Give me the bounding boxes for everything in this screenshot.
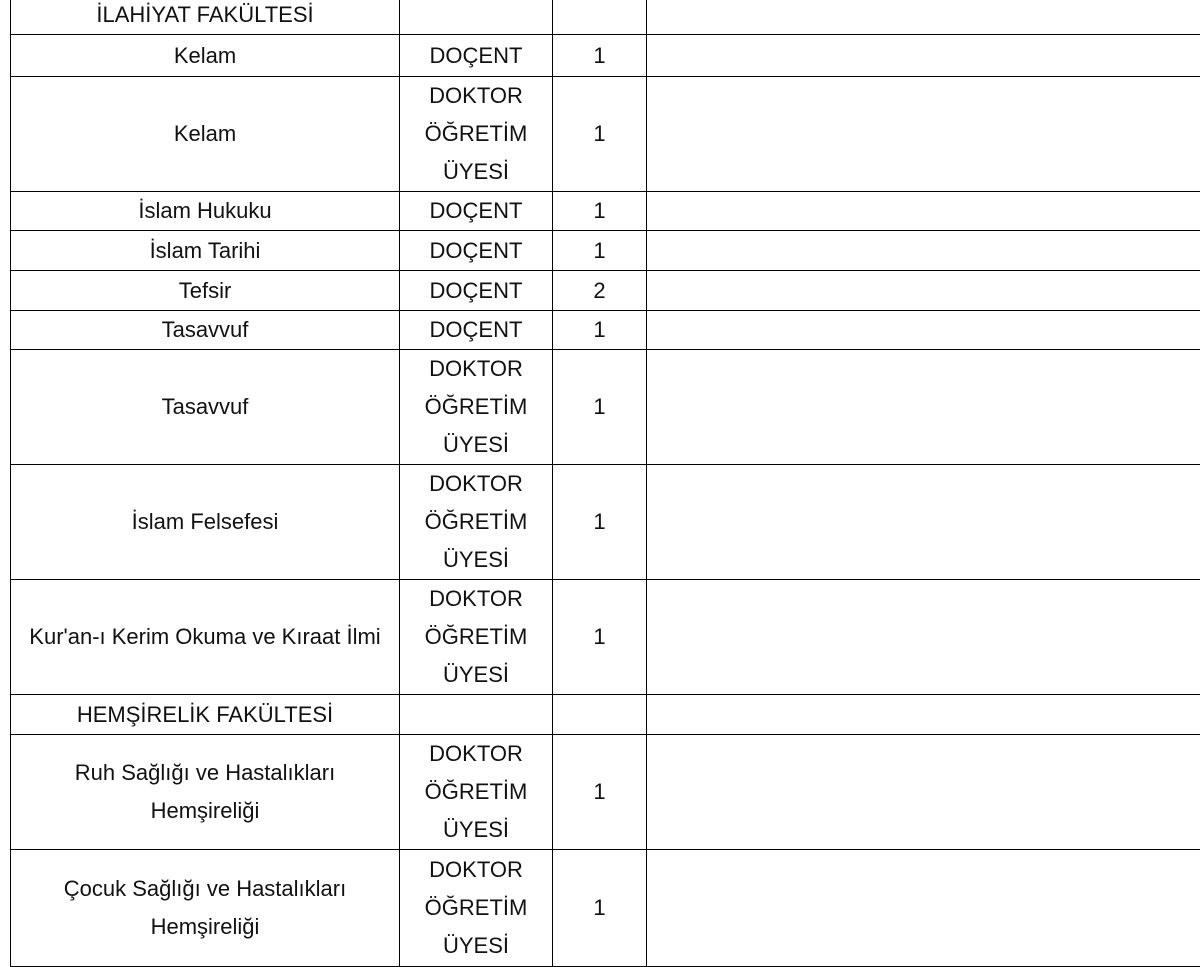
title-cell bbox=[400, 311, 553, 350]
count-cell bbox=[553, 0, 647, 35]
table-row bbox=[11, 350, 1200, 465]
title-cell bbox=[400, 271, 553, 311]
count-cell bbox=[553, 695, 647, 735]
table-row bbox=[11, 580, 1200, 695]
academic-title-line: DOKTOR bbox=[400, 580, 552, 618]
department-cell bbox=[11, 580, 400, 695]
count-cell bbox=[553, 850, 647, 967]
title-cell bbox=[400, 350, 553, 465]
department-cell bbox=[11, 350, 400, 465]
academic-title-line: ÖĞRETİM bbox=[400, 618, 552, 656]
department-name: Kelam bbox=[174, 43, 236, 68]
table-row bbox=[11, 77, 1200, 192]
position-count: 1 bbox=[593, 43, 605, 68]
position-count: 2 bbox=[593, 278, 605, 303]
academic-title: DOÇENT bbox=[430, 278, 523, 303]
department-cell bbox=[11, 192, 400, 231]
academic-title-line: ÖĞRETİM bbox=[400, 388, 552, 426]
notes-cell bbox=[647, 35, 1200, 77]
academic-title-line: ÖĞRETİM bbox=[400, 889, 552, 927]
faculty-name-cell bbox=[11, 0, 400, 35]
department-cell bbox=[11, 311, 400, 350]
notes-cell bbox=[647, 311, 1200, 350]
count-cell bbox=[553, 350, 647, 465]
position-count: 1 bbox=[593, 198, 605, 223]
academic-title-line: ÜYESİ bbox=[400, 811, 552, 849]
department-cell bbox=[11, 231, 400, 271]
academic-title-line: DOKTOR bbox=[400, 735, 552, 773]
table-row bbox=[11, 850, 1200, 967]
title-cell bbox=[400, 465, 553, 580]
academic-title: DOÇENT bbox=[430, 317, 523, 342]
count-cell bbox=[553, 192, 647, 231]
position-count: 1 bbox=[593, 121, 605, 146]
notes-cell bbox=[647, 695, 1200, 735]
department-cell bbox=[11, 465, 400, 580]
notes-cell bbox=[647, 271, 1200, 311]
position-count: 1 bbox=[593, 509, 605, 534]
count-cell bbox=[553, 580, 647, 695]
title-cell bbox=[400, 192, 553, 231]
department-name-line: Ruh Sağlığı ve Hastalıkları bbox=[11, 754, 399, 792]
notes-cell bbox=[647, 465, 1200, 580]
academic-title-line: DOKTOR bbox=[400, 350, 552, 388]
title-cell bbox=[400, 695, 553, 735]
academic-title-line: ÜYESİ bbox=[400, 927, 552, 965]
notes-cell bbox=[647, 77, 1200, 192]
faculty-row bbox=[11, 0, 1200, 35]
notes-cell bbox=[647, 350, 1200, 465]
academic-title-line: ÖĞRETİM bbox=[400, 115, 552, 153]
department-name: Tefsir bbox=[179, 278, 232, 303]
positions-table bbox=[10, 0, 1200, 967]
position-count: 1 bbox=[593, 624, 605, 649]
title-cell bbox=[400, 35, 553, 77]
department-cell bbox=[11, 850, 400, 967]
table-row bbox=[11, 465, 1200, 580]
count-cell bbox=[553, 465, 647, 580]
title-cell bbox=[400, 735, 553, 850]
position-count: 1 bbox=[593, 394, 605, 419]
title-cell bbox=[400, 0, 553, 35]
department-name-line: Çocuk Sağlığı ve Hastalıkları bbox=[11, 870, 399, 908]
notes-cell bbox=[647, 580, 1200, 695]
department-cell bbox=[11, 35, 400, 77]
notes-cell bbox=[647, 192, 1200, 231]
notes-cell bbox=[647, 850, 1200, 967]
academic-title: DOÇENT bbox=[430, 238, 523, 263]
count-cell bbox=[553, 311, 647, 350]
count-cell bbox=[553, 35, 647, 77]
department-cell bbox=[11, 77, 400, 192]
count-cell bbox=[553, 231, 647, 271]
title-cell bbox=[400, 850, 553, 967]
table-row bbox=[11, 271, 1200, 311]
department-name-line: Hemşireliği bbox=[11, 908, 399, 946]
title-cell bbox=[400, 580, 553, 695]
academic-title: DOÇENT bbox=[430, 198, 523, 223]
academic-title-line: ÜYESİ bbox=[400, 656, 552, 694]
department-name: Tasavvuf bbox=[162, 394, 249, 419]
table-row bbox=[11, 735, 1200, 850]
academic-title-line: ÖĞRETİM bbox=[400, 503, 552, 541]
table-row bbox=[11, 231, 1200, 271]
position-count: 1 bbox=[593, 895, 605, 920]
position-count: 1 bbox=[593, 779, 605, 804]
department-name: Kur'an-ı Kerim Okuma ve Kıraat İlmi bbox=[29, 624, 380, 649]
academic-title-line: ÖĞRETİM bbox=[400, 773, 552, 811]
table-row bbox=[11, 192, 1200, 231]
notes-cell bbox=[647, 735, 1200, 850]
academic-title-line: ÜYESİ bbox=[400, 541, 552, 579]
faculty-row bbox=[11, 695, 1200, 735]
academic-title-line: DOKTOR bbox=[400, 465, 552, 503]
academic-title-line: DOKTOR bbox=[400, 77, 552, 115]
faculty-name: İLAHİYAT FAKÜLTESİ bbox=[96, 2, 313, 27]
department-name: İslam Felsefesi bbox=[132, 509, 279, 534]
count-cell bbox=[553, 271, 647, 311]
faculty-name: HEMŞİRELİK FAKÜLTESİ bbox=[77, 702, 333, 727]
academic-title-line: ÜYESİ bbox=[400, 153, 552, 191]
department-name-line: Hemşireliği bbox=[11, 792, 399, 830]
position-count: 1 bbox=[593, 317, 605, 342]
academic-title-line: DOKTOR bbox=[400, 851, 552, 889]
table-row bbox=[11, 311, 1200, 350]
academic-title: DOÇENT bbox=[430, 43, 523, 68]
count-cell bbox=[553, 735, 647, 850]
table-row bbox=[11, 35, 1200, 77]
position-count: 1 bbox=[593, 238, 605, 263]
title-cell bbox=[400, 231, 553, 271]
faculty-name-cell bbox=[11, 695, 400, 735]
count-cell bbox=[553, 77, 647, 192]
notes-cell bbox=[647, 231, 1200, 271]
department-cell bbox=[11, 735, 400, 850]
department-name: İslam Hukuku bbox=[138, 198, 271, 223]
notes-cell bbox=[647, 0, 1200, 35]
title-cell bbox=[400, 77, 553, 192]
department-cell bbox=[11, 271, 400, 311]
department-name: Kelam bbox=[174, 121, 236, 146]
department-name: Tasavvuf bbox=[162, 317, 249, 342]
department-name: İslam Tarihi bbox=[150, 238, 261, 263]
academic-title-line: ÜYESİ bbox=[400, 426, 552, 464]
